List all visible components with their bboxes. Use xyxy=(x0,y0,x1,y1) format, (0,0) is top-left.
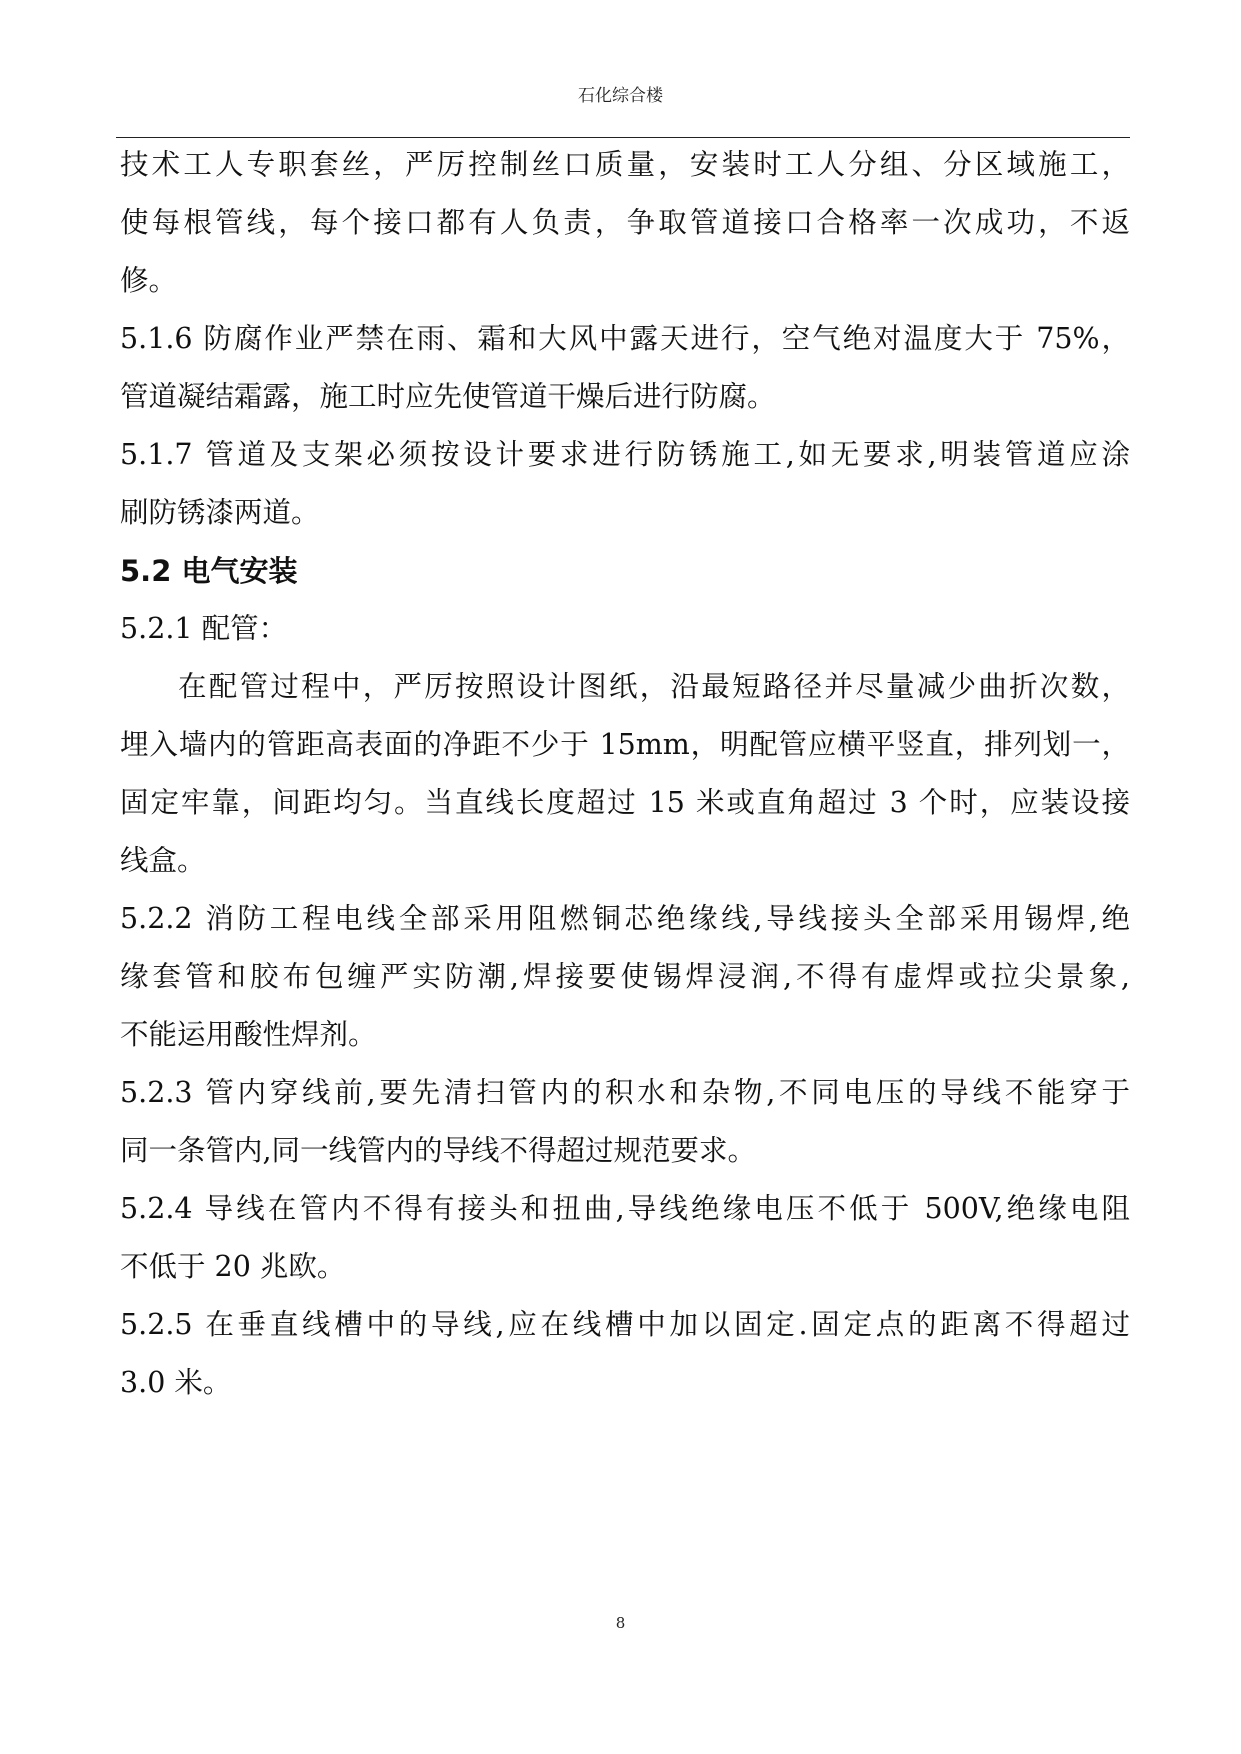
body-line: 不能运用酸性焊剂。 xyxy=(120,1018,377,1051)
header-divider xyxy=(116,137,1130,138)
body-line: 5.2.4 导线在管内不得有接头和扭曲,导线绝缘电压不低于 500V,绝缘电阻 xyxy=(120,1192,1130,1225)
body-line: 线盒。 xyxy=(120,844,206,877)
body-line: 使每根管线，每个接口都有人负责，争取管道接口合格率一次成功，不返 xyxy=(120,206,1130,239)
page-number: 8 xyxy=(615,1614,626,1632)
body-line: 5.1.7 管道及支架必须按设计要求进行防锈施工,如无要求,明装管道应涂 xyxy=(120,438,1130,471)
body-line: 5.2.5 在垂直线槽中的导线,应在线槽中加以固定.固定点的距离不得超过 xyxy=(120,1308,1130,1341)
body-line: 固定牢靠，间距均匀。当直线长度超过 15 米或直角超过 3 个时，应装设接 xyxy=(120,786,1130,819)
section-heading: 5.2 电气安装 xyxy=(120,554,298,588)
body-line: 技术工人专职套丝，严厉控制丝口质量，安装时工人分组、分区域施工， xyxy=(120,148,1130,181)
body-line: 刷防锈漆两道。 xyxy=(120,496,320,529)
body-line: 埋入墙内的管距高表面的净距不少于 15mm，明配管应横平竖直，排列划一， xyxy=(120,728,1130,761)
body-line: 5.2.1 配管： xyxy=(120,612,288,645)
body-line: 在配管过程中，严厉按照设计图纸，沿最短路径并尽量减少曲折次数， xyxy=(178,670,1130,703)
body-line: 同一条管内,同一线管内的导线不得超过规范要求。 xyxy=(120,1134,757,1167)
body-line: 5.2.2 消防工程电线全部采用阻燃铜芯绝缘线,导线接头全部采用锡焊,绝 xyxy=(120,902,1130,935)
body-line: 3.0 米。 xyxy=(120,1366,232,1399)
body-line: 缘套管和胶布包缠严实防潮,焊接要使锡焊浸润,不得有虚焊或拉尖景象, xyxy=(120,960,1130,993)
body-line: 管道凝结霜露，施工时应先使管道干燥后进行防腐。 xyxy=(120,380,776,413)
body-line: 5.1.6 防腐作业严禁在雨、霜和大风中露天进行，空气绝对温度大于 75%， xyxy=(120,322,1130,355)
body-line: 5.2.3 管内穿线前,要先清扫管内的积水和杂物,不同电压的导线不能穿于 xyxy=(120,1076,1130,1109)
body-line: 不低于 20 兆欧。 xyxy=(120,1250,346,1283)
body-line: 修。 xyxy=(120,264,178,297)
page-header-title: 石化综合楼 xyxy=(578,86,663,106)
